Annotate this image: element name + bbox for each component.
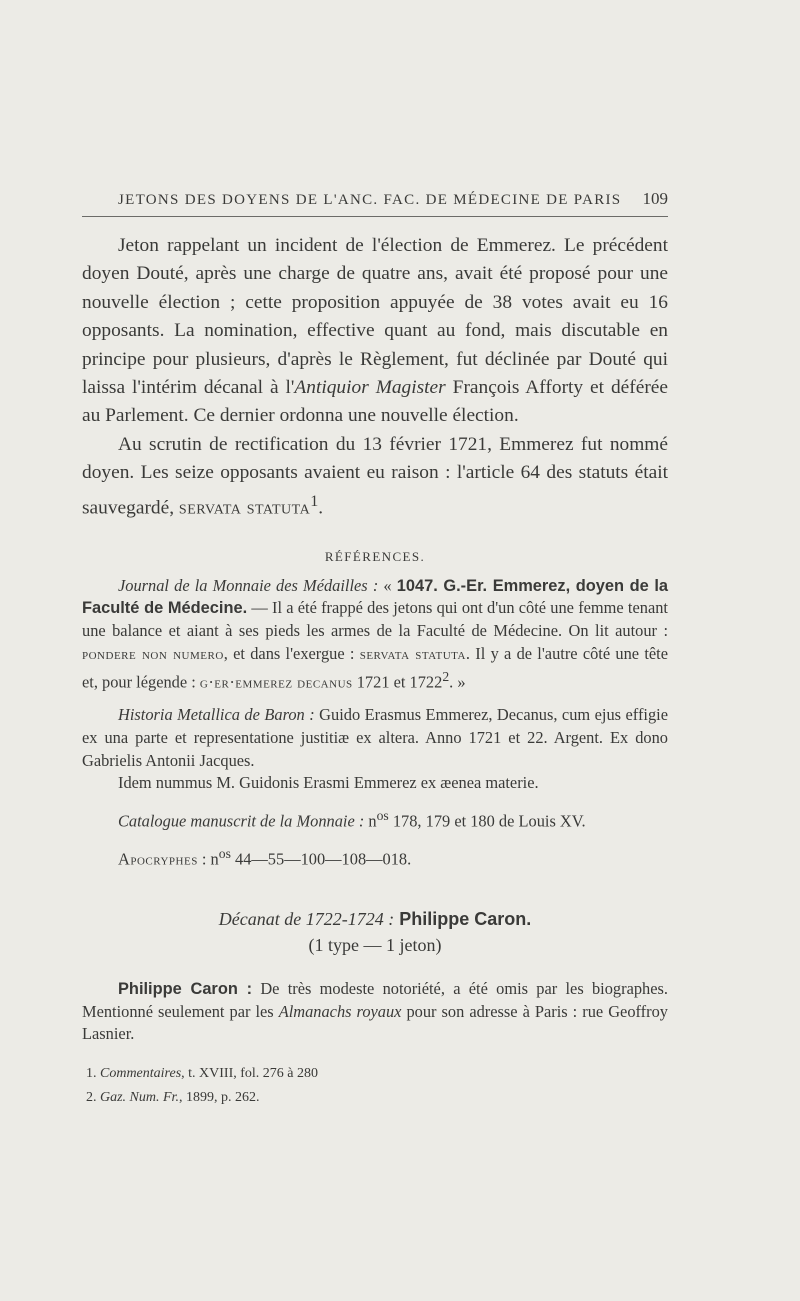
type-count: (1 type — 1 jeton) bbox=[308, 934, 442, 955]
footnote-ref-2: 2 bbox=[442, 668, 450, 684]
paragraph-scrutin: Au scrutin de rectification du 13 février 1721, Emmerez fut nommé doyen. Les seize opposants avaient eu raison : l'article 64 des statuts était sauvegardé, servata statuta$^1$. bbox=[82, 433, 668, 519]
references-heading: RÉFÉRENCES. bbox=[324, 548, 426, 564]
page-number: 109 bbox=[642, 189, 668, 208]
reference-idem: Idem nummus M. Guidonis Erasmi Emmerez ex æenea materie. bbox=[118, 773, 539, 793]
reference-apocryphes: Apocryphes : $n^{os}$ 44—55—100—108—018. bbox=[118, 846, 412, 869]
header-rule bbox=[82, 216, 668, 217]
running-title: JETONS DES DOYENS DE L'ANC. FAC. DE MÉDECINE DE PARIS bbox=[118, 192, 622, 208]
footnote-ref-1: 1 bbox=[310, 492, 319, 510]
decanat-heading: Décanat de 1722-1724 : Philippe Caron. bbox=[218, 908, 532, 929]
reference-historia: Historia Metallica de Baron : Guido Erasmus Emmerez, Decanus, cum ejus effigie ex una parte et representatione justitiæ ex altera. Anno 1721 et 22. Argent. Ex dono Gabrielis Antonii Jacques. bbox=[82, 704, 668, 770]
footnote-2: 2. Gaz. Num. Fr., 1899, p. 262. bbox=[86, 1090, 260, 1106]
footnote-1: 1. Commentaires, t. XVIII, fol. 276 à 280 bbox=[86, 1066, 319, 1082]
reference-catalogue: Catalogue manuscrit de la Monnaie : $n^{os}$ 178, 179 et 180 de Louis XV. bbox=[118, 808, 586, 831]
page-header bbox=[82, 189, 668, 209]
paragraph-caron: Philippe Caron : De très modeste notoriété, a été omis par les biographes. Mentionné seulement par les Almanachs royaux pour son adresse à Paris : rue Geoffroy Lasnier. bbox=[82, 978, 669, 1044]
paragraph-election: Jeton rappelant un incident de l'élection de Emmerez. Le précédent doyen Douté, après une charge de quatre ans, avait été proposé pour une nouvelle élection ; cette proposition appuyée de 38 votes avait eu 16 opposants. La nomination, effective quant au fond, mais discutable en principe pour plusieurs, d'après le Règlement, fut déclinée par Douté qui laissa l'intérim décanal à l'Antiquior Magister François Afforty et déférée au Parlement. Ce dernier ordonna une nouvelle élection. bbox=[82, 235, 669, 427]
reference-journal: Journal de la Monnaie des Médailles : « 1047. G.-Er. Emmerez, doyen de la Faculté de Médecine. — Il a été frappé des jetons qui ont d'un côté une femme tenant une balance et aiant à ses pieds les armes de la Faculté de Médecine. On lit autour : pondere non numero, et dans l'exergue : servata statuta. Il y a de l'autre côté une tête et, pour légende : g·er·emmerez decanus 1721 et 1722$^2$. » bbox=[82, 575, 669, 692]
page-body bbox=[82, 232, 668, 1110]
footnotes bbox=[82, 1062, 668, 1110]
